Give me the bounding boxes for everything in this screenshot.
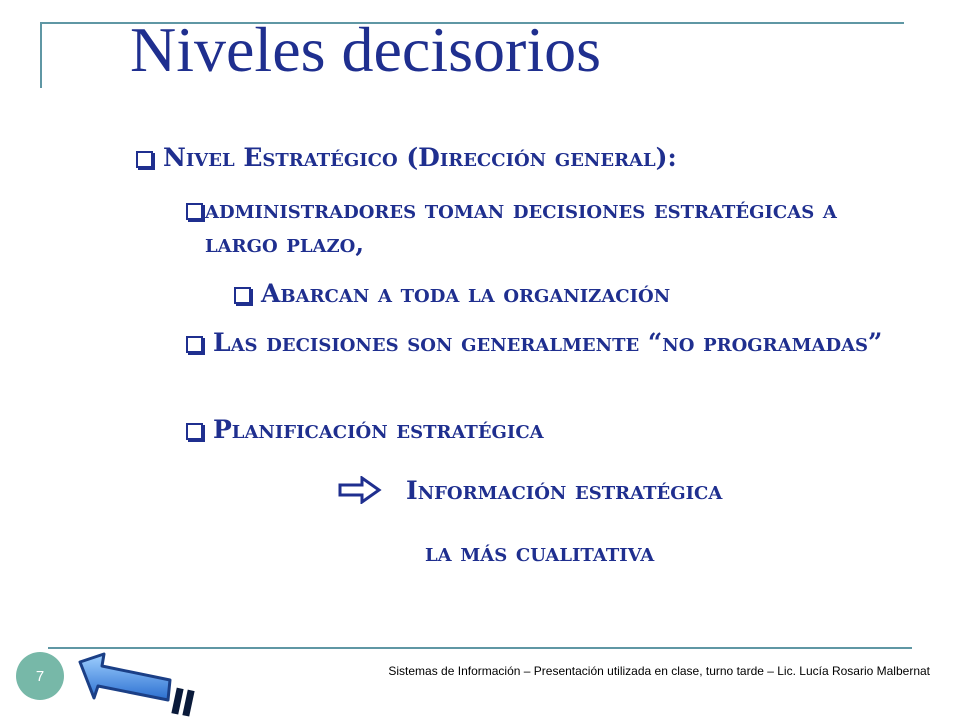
bullet-planificacion [186, 413, 544, 447]
footer-caption: Sistemas de Información – Presentación utilizada en clase, turno tarde – Lic. Lucía Rosario Malbernat [388, 664, 930, 678]
page-number-badge: 7 [16, 652, 64, 700]
square-bullet-icon [136, 151, 153, 168]
footer-rule [48, 647, 912, 649]
bullet-decisiones [186, 326, 933, 360]
frame-left-rule [40, 22, 42, 88]
square-bullet-icon [186, 203, 203, 220]
bullet-text: Abarcan a toda la organización [261, 279, 671, 308]
square-bullet-icon [186, 423, 203, 440]
bullet-cualitativa [425, 536, 654, 570]
bullet-informacion [338, 474, 722, 508]
bullet-text: Nivel Estratégico (Dirección general): [163, 143, 677, 172]
square-bullet-icon [186, 336, 203, 353]
slide-title: Niveles decisorios [130, 14, 601, 85]
bullet-text: la más cualitativa [425, 538, 655, 567]
bullet-text: Las decisiones son generalmente “no programadas” [213, 328, 883, 357]
bullet-text: Información estratégica [406, 476, 723, 505]
bullet-text: administradores toman decisiones estratégicas a largo plazo, [205, 195, 837, 258]
square-bullet-icon [234, 287, 251, 304]
bullet-abarcan [234, 277, 670, 311]
back-arrow-icon[interactable] [72, 650, 200, 720]
bullet-nivel-estrategico [136, 141, 677, 175]
bullet-administradores [186, 193, 905, 261]
right-arrow-icon [338, 476, 382, 504]
bullet-text: Planificación estratégica [213, 415, 544, 444]
